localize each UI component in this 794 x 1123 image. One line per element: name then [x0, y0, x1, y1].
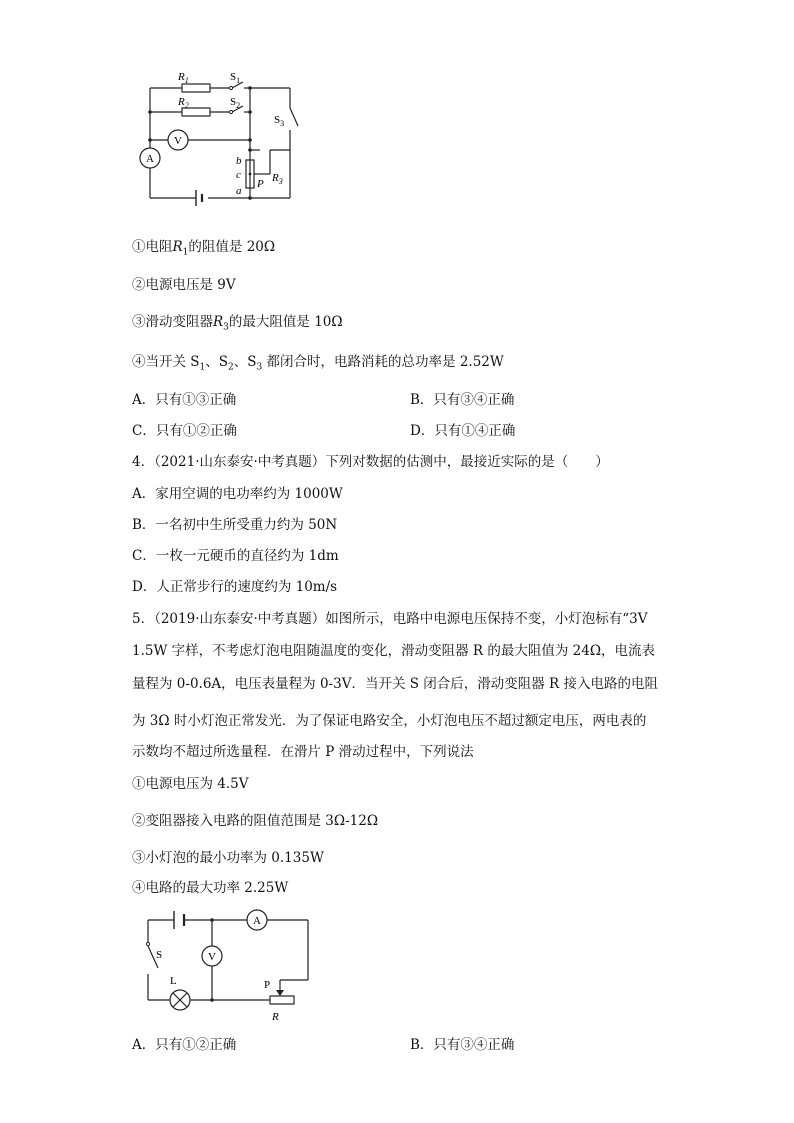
q5-statement-4: ④电路的最大功率 2.25W [132, 880, 289, 896]
switch-s3 [290, 108, 298, 126]
q5-statement-3: ③小灯泡的最小功率为 0.135W [132, 850, 324, 866]
q5-option-b[interactable]: B．只有③④正确 [410, 1037, 515, 1053]
rheostat-label: R [272, 1011, 279, 1023]
ammeter-1-label: A [146, 153, 154, 165]
voltmeter-2-label: V [208, 951, 216, 963]
lamp-label: L [170, 975, 177, 987]
q3-option-a[interactable]: A．只有①③正确 [132, 392, 237, 408]
label-c: c [236, 169, 241, 181]
label-r2: $R_2$ [178, 96, 189, 110]
q5-stem-line-2: 1.5W 字样，不考虑灯泡电阻随温度的变化，滑动变阻器 R 的最大阻值为 24Ω，电流表 [132, 643, 656, 659]
q5-stem-line-3: 量程为 0-0.6A，电压表量程为 0-3V．当开关 S 闭合后，滑动变阻器 R 接入电路的电阻 [132, 676, 659, 692]
q5-statement-2: ②变阻器接入电路的阻值范围是 3Ω-12Ω [132, 813, 379, 829]
ammeter-2-label: A [253, 915, 261, 927]
q5-option-a[interactable]: A．只有①②正确 [132, 1037, 237, 1053]
q3-option-c[interactable]: C．只有①②正确 [132, 423, 237, 439]
label-s1: $S_1$ [230, 71, 241, 85]
label-p: P [257, 178, 264, 190]
q3-statement-3: ③滑动变阻器$R_3$的最大阻值是 10Ω [132, 314, 343, 333]
label-s3: $S_3$ [274, 114, 285, 128]
q4-stem: 4．（2021·山东泰安·中考真题）下列对数据的估测中，最接近实际的是（ ） [132, 454, 609, 470]
slider-arrow [276, 990, 284, 996]
label-r3: $R_3$ [272, 172, 283, 186]
q5-statement-1: ①电源电压为 4.5V [132, 776, 249, 792]
circuit-2-svg [140, 902, 320, 1027]
q4-option-c[interactable]: C．一枚一元硬币的直径约为 1dm [132, 548, 339, 564]
q4-option-b[interactable]: B．一名初中生所受重力约为 50N [132, 517, 338, 533]
voltmeter-1-label: V [174, 135, 182, 147]
rheostat-r [270, 996, 294, 1004]
q5-stem-line-1: 5．（2019·山东泰安·中考真题）如图所示，电路中电源电压保持不变，小灯泡标有“3V [132, 611, 648, 627]
label-r1: $R_1$ [178, 71, 189, 85]
q3-option-d[interactable]: D．只有①④正确 [410, 423, 516, 439]
switch-label: S [156, 949, 163, 961]
q5-stem-line-4: 为 3Ω 时小灯泡正常发光．为了保证电路安全，小灯泡电压不超过额定电压，两电表的 [132, 713, 647, 729]
label-a: a [236, 185, 242, 197]
label-b: b [236, 155, 242, 167]
circuit-diagram-1 [130, 70, 310, 215]
q3-statement-1: ①电阻$R_1$的阻值是 20Ω [132, 239, 276, 258]
resistor-r1 [182, 84, 210, 92]
q4-option-a[interactable]: A．家用空调的电功率约为 1000W [132, 486, 343, 502]
circuit-1-svg [130, 70, 310, 215]
q3-statement-2: ②电源电压是 9V [132, 277, 236, 293]
q3-statement-4: ④当开关 $S_1$、$S_2$、$S_3$ 都闭合时，电路消耗的总功率是 2.52W [132, 354, 504, 373]
label-s2: $S_2$ [230, 96, 241, 110]
circuit-diagram-2 [140, 902, 320, 1027]
slider-label: P [264, 979, 271, 991]
q5-stem-line-5: 示数均不超过所选量程．在滑片 P 滑动过程中，下列说法 [132, 744, 474, 760]
q4-option-d[interactable]: D．人正常步行的速度约为 10m/s [132, 579, 338, 595]
q3-option-b[interactable]: B．只有③④正确 [410, 392, 515, 408]
